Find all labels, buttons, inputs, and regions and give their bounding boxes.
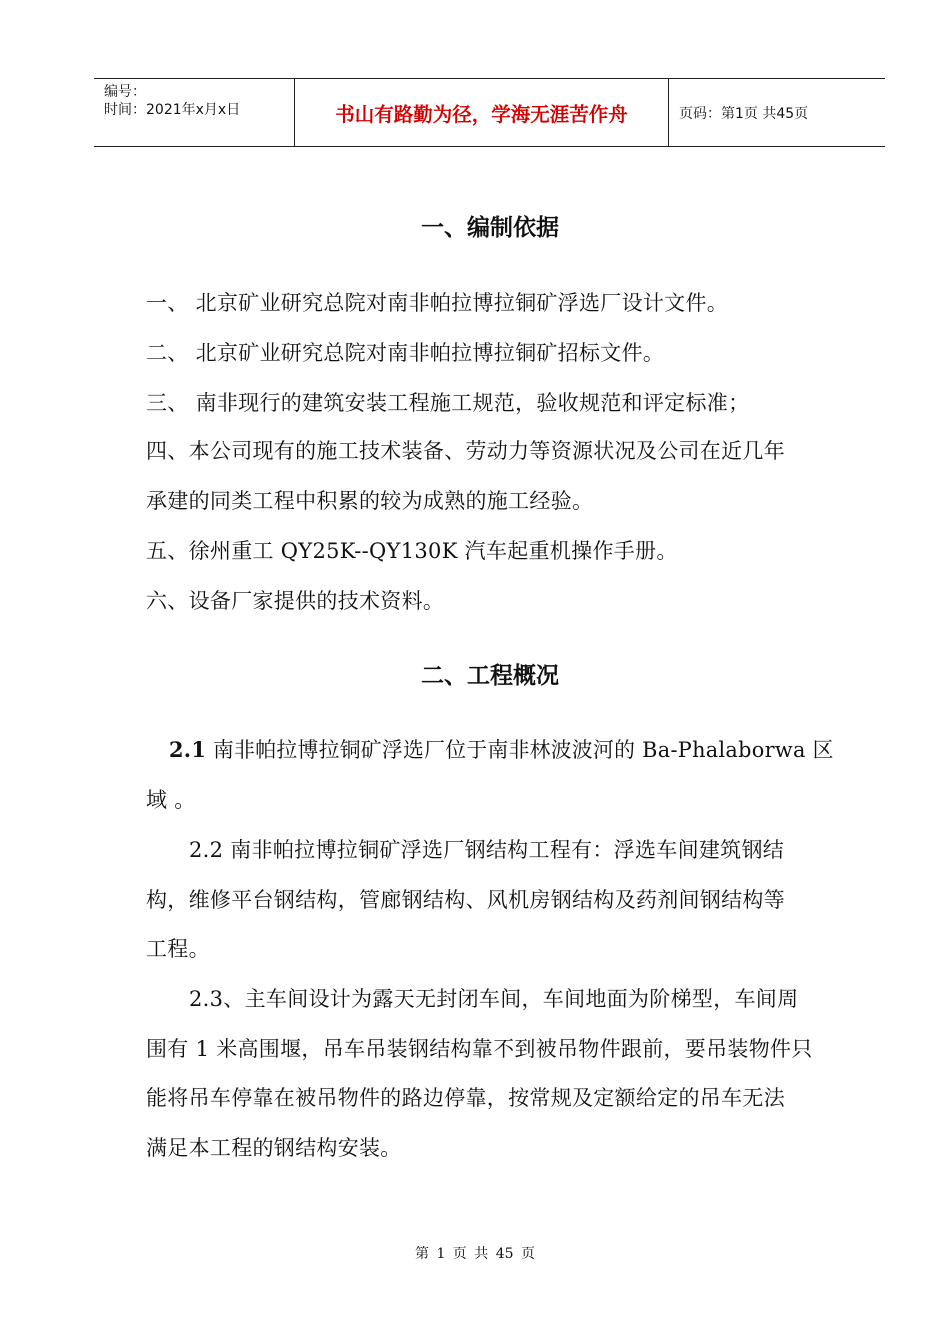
page-footer-number: 第 1 页 共 45 页 <box>415 1246 535 1262</box>
basis-item-5: 五、徐州重工 QY25K--QY130K 汽车起重机操作手册。 <box>146 539 678 563</box>
overview-paragraph-3-line-2: 围有 1 米高围堰，吊车吊装钢结构靠不到被吊物件跟前，要吊装物件只 <box>146 1037 813 1061</box>
section-title-overview: 二、工程概况 <box>421 663 559 689</box>
overview-paragraph-1-line-2: 域 。 <box>146 788 196 812</box>
overview-paragraph-3-line-3: 能将吊车停靠在被吊物件的路边停靠，按常规及定额给定的吊车无法 <box>146 1086 785 1110</box>
overview-paragraph-3-line-4: 满足本工程的钢结构安装。 <box>146 1136 402 1160</box>
basis-item-2: 二、 北京矿业研究总院对南非帕拉博拉铜矿招标文件。 <box>146 341 665 365</box>
basis-item-1: 一、 北京矿业研究总院对南非帕拉博拉铜矿浮选厂设计文件。 <box>146 291 729 315</box>
overview-paragraph-3-line-1: 2.3、主车间设计为露天无封闭车间，车间地面为阶梯型，车间周 <box>189 987 799 1011</box>
section-title-basis: 一、编制依据 <box>421 215 559 241</box>
overview-paragraph-1-line-1 <box>169 736 834 764</box>
header-page-cell <box>669 79 885 146</box>
basis-item-4: 四、本公司现有的施工技术装备、劳动力等资源状况及公司在近几年 <box>146 439 785 463</box>
header-meta-cell <box>94 79 295 146</box>
motto-text: 书山有路勤为径，学海无涯苦作舟 <box>335 103 628 126</box>
overview-paragraph-2-line-1: 2.2 南非帕拉博拉铜矿浮选厂钢结构工程有：浮选车间建筑钢结 <box>189 838 785 862</box>
paragraph-number: 2.1 <box>169 737 207 762</box>
document-date: 时间：2021年x月x日 <box>104 102 241 118</box>
basis-item-6: 六、设备厂家提供的技术资料。 <box>146 589 445 613</box>
overview-paragraph-2-line-2: 构，维修平台钢结构，管廊钢结构、风机房钢结构及药剂间钢结构等 <box>146 888 785 912</box>
document-number-label: 编号： <box>104 84 146 100</box>
page-header-table <box>94 78 885 147</box>
header-motto-cell <box>295 79 669 146</box>
basis-item-3: 三、 南非现行的建筑安装工程施工规范，验收规范和评定标准； <box>146 391 750 415</box>
paragraph-text: 南非帕拉博拉铜矿浮选厂位于南非林波波河的 Ba-Phalaborwa 区 <box>213 738 834 762</box>
overview-paragraph-2-line-3: 工程。 <box>146 937 210 961</box>
header-page-info: 页码：第1页 共45页 <box>679 106 809 122</box>
basis-item-4-continued: 承建的同类工程中积累的较为成熟的施工经验。 <box>146 489 594 513</box>
